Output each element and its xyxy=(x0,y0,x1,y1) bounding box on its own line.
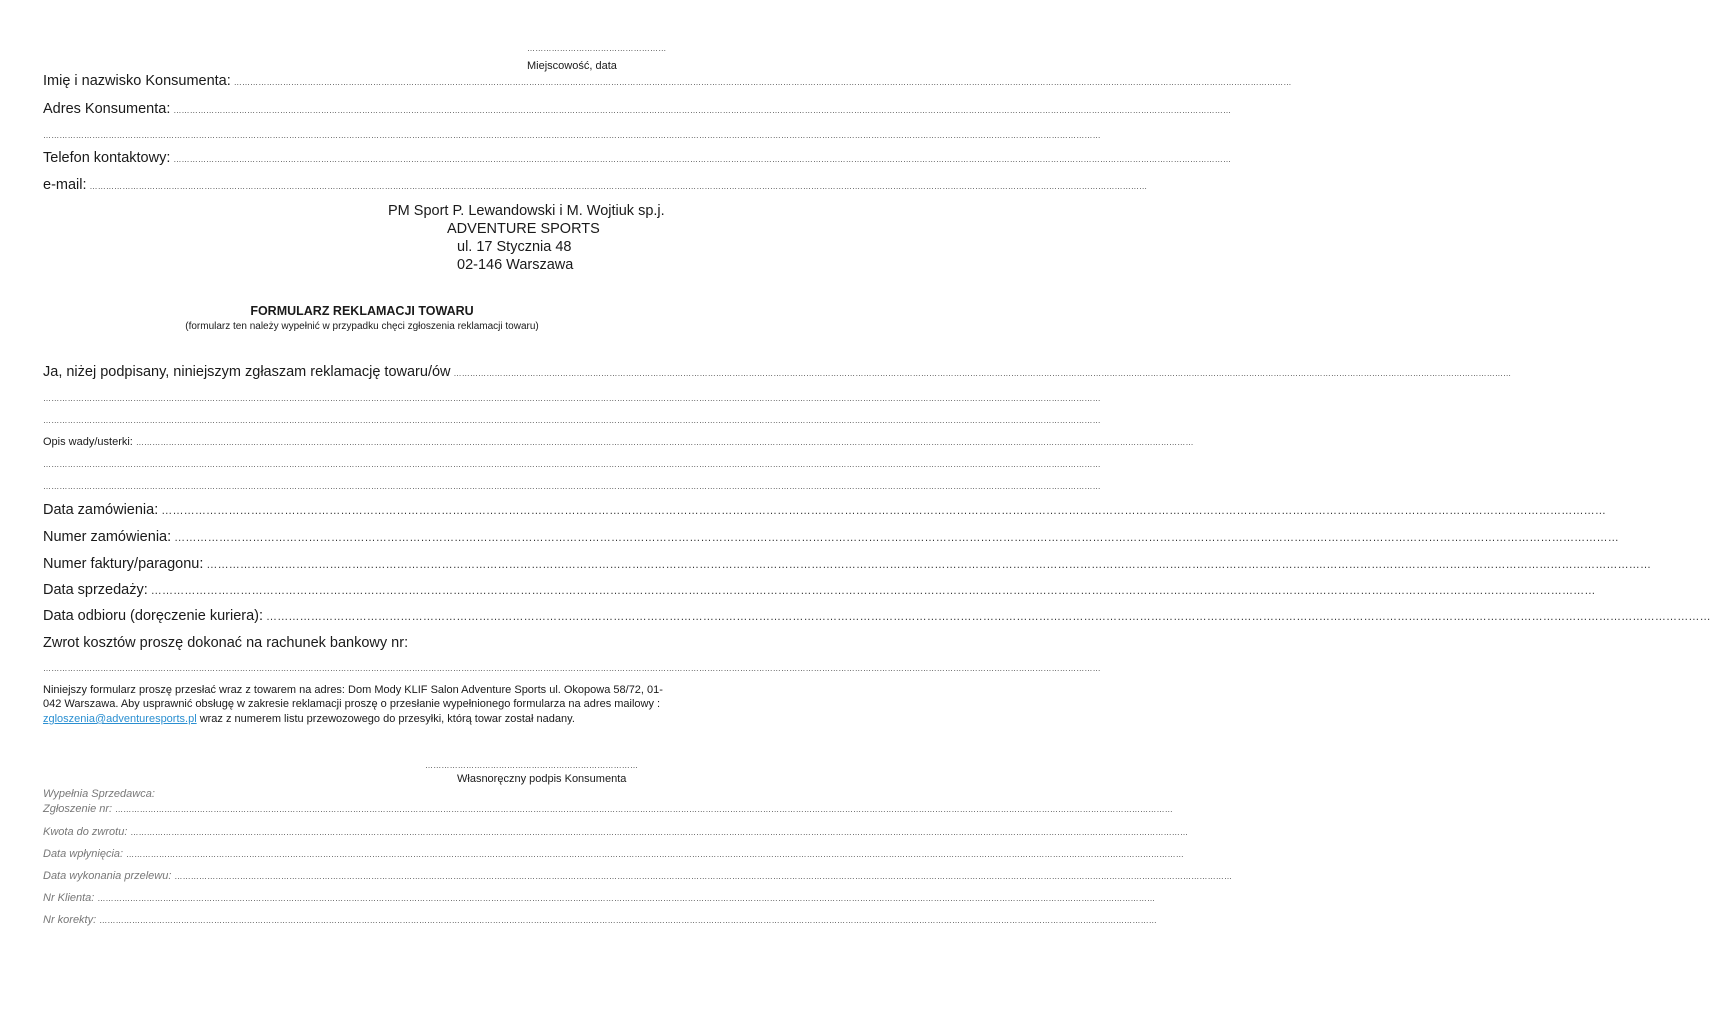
invoice-label: Numer faktury/paragonu: xyxy=(43,556,204,572)
place-date-dots[interactable]: …………………………………………… xyxy=(527,44,667,53)
invoice-field[interactable] xyxy=(43,556,1652,572)
consumer-phone-dots: ……………………………………………………………………………………………………………………………………………………………………………………………………………………………………………………………………………………………………………………………………………………… xyxy=(173,155,1232,164)
client-number-field[interactable] xyxy=(43,892,1156,904)
claim-number-dots: ……………………………………………………………………………………………………………………………………………………………………………………………………………………………………………………………………………………………………………………………………………………… xyxy=(115,805,1173,814)
consumer-phone-label: Telefon kontaktowy: xyxy=(43,150,171,166)
defect-line3[interactable]: ……………………………………………………………………………………………………………………………………………………………………………………………………………………………………………………………………………………………………………………………………………………… xyxy=(43,482,1101,491)
order-number-dots: ……………………………………………………………………………………………………………………………………………………………………………………………………………………………………………………………………………………………………………………………………………………… xyxy=(174,532,1619,544)
note-line2: 042 Warszawa. Aby usprawnić obsługę w zakresie reklamacji proszę o przesłanie wypełnionego formularza na adres mailowy : xyxy=(43,698,661,710)
receipt-date-label: Data odbioru (doręczenie kuriera): xyxy=(43,608,264,624)
consumer-address-dots: ……………………………………………………………………………………………………………………………………………………………………………………………………………………………………………………………………………………………………………………………………………………… xyxy=(173,106,1232,115)
client-number-label: Nr Klienta: xyxy=(43,892,95,904)
refund-amount-field[interactable] xyxy=(43,826,1189,838)
receipt-date-field[interactable] xyxy=(43,608,1711,624)
recipient-line4: 02-146 Warszawa xyxy=(457,257,574,273)
invoice-dots: ……………………………………………………………………………………………………………………………………………………………………………………………………………………………………………………………………………………………………………………………………………………… xyxy=(206,559,1652,571)
order-date-label: Data zamówienia: xyxy=(43,502,159,518)
declaration-field[interactable] xyxy=(43,364,1512,380)
recipient-line3: ul. 17 Stycznia 48 xyxy=(457,239,572,255)
consumer-address-label: Adres Konsumenta: xyxy=(43,101,171,117)
order-date-field[interactable] xyxy=(43,502,1607,518)
refund-label: Zwrot kosztów proszę dokonać na rachunek bankowy nr: xyxy=(43,635,409,651)
consumer-email-label: e-mail: xyxy=(43,177,87,193)
consumer-email-field[interactable] xyxy=(43,177,1148,193)
form-subtitle: (formularz ten należy wypełnić w przypadku chęci zgłoszenia reklamacji towaru) xyxy=(185,321,539,332)
consumer-name-field[interactable] xyxy=(43,73,1292,89)
transfer-date-field[interactable] xyxy=(43,870,1233,882)
note-line3-text: wraz z numerem listu przewozowego do przesyłki, którą towar został nadany. xyxy=(196,713,575,725)
form-title: FORMULARZ REKLAMACJI TOWARU xyxy=(250,304,474,318)
transfer-date-dots: ……………………………………………………………………………………………………………………………………………………………………………………………………………………………………………………………………………………………………………………………………………………… xyxy=(174,872,1233,881)
recipient-line2: ADVENTURE SPORTS xyxy=(447,221,600,237)
claim-number-label: Zgłoszenie nr: xyxy=(43,803,113,815)
complaint-email-link[interactable]: zgloszenia@adventuresports.pl xyxy=(43,713,197,725)
consumer-address-field[interactable] xyxy=(43,101,1232,117)
recipient-line1: PM Sport P. Lewandowski i M. Wojtiuk sp.j. xyxy=(388,203,665,219)
sale-date-dots: ……………………………………………………………………………………………………………………………………………………………………………………………………………………………………………………………………………………………………………………………………………………… xyxy=(150,585,1596,597)
defect-dots: ……………………………………………………………………………………………………………………………………………………………………………………………………………………………………………………………………………………………………………………………………………………… xyxy=(135,438,1194,447)
defect-field[interactable] xyxy=(43,436,1194,448)
received-date-dots: ……………………………………………………………………………………………………………………………………………………………………………………………………………………………………………………………………………………………………………………………………………………… xyxy=(126,850,1184,859)
signature-dots[interactable]: …………………………………………………………………… xyxy=(425,761,639,770)
declaration-label: Ja, niżej podpisany, niniejszym zgłaszam reklamację towaru/ów xyxy=(43,364,451,380)
received-date-field[interactable] xyxy=(43,848,1184,860)
note-line1: Niniejszy formularz proszę przesłać wraz z towarem na adres: Dom Mody KLIF Salon Adventure Sports ul. Okopowa 58/72, 01- xyxy=(43,684,663,696)
declaration-dots: ……………………………………………………………………………………………………………………………………………………………………………………………………………………………………………………………………………………………………………………………………………………… xyxy=(453,369,1512,378)
defect-line2[interactable]: ……………………………………………………………………………………………………………………………………………………………………………………………………………………………………………………………………………………………………………………………………………………… xyxy=(43,460,1101,469)
order-number-label: Numer zamówienia: xyxy=(43,529,172,545)
correction-number-dots: ……………………………………………………………………………………………………………………………………………………………………………………………………………………………………………………………………………………………………………………………………………………… xyxy=(99,916,1157,925)
sale-date-label: Data sprzedaży: xyxy=(43,582,148,598)
sale-date-field[interactable] xyxy=(43,582,1596,598)
claim-number-field[interactable] xyxy=(43,803,1173,815)
refund-account-line[interactable]: ……………………………………………………………………………………………………………………………………………………………………………………………………………………………………………………………………………………………………………………………………………………… xyxy=(43,664,1101,673)
signature-label: Własnoręczny podpis Konsumenta xyxy=(457,773,627,785)
order-date-dots: ……………………………………………………………………………………………………………………………………………………………………………………………………………………………………………………………………………………………………………………………………………………… xyxy=(161,505,1607,517)
received-date-label: Data wpłynięcia: xyxy=(43,848,124,860)
declaration-line3[interactable]: ……………………………………………………………………………………………………………………………………………………………………………………………………………………………………………………………………………………………………………………………………………………… xyxy=(43,416,1101,425)
seller-heading: Wypełnia Sprzedawca: xyxy=(43,788,155,800)
consumer-phone-field[interactable] xyxy=(43,150,1232,166)
consumer-name-label: Imię i nazwisko Konsumenta: xyxy=(43,73,231,89)
order-number-field[interactable] xyxy=(43,529,1619,545)
defect-label: Opis wady/usterki: xyxy=(43,436,133,448)
consumer-address-line2[interactable]: ……………………………………………………………………………………………………………………………………………………………………………………………………………………………………………………………………………………………………………………………………………………… xyxy=(43,131,1101,140)
consumer-name-dots: ……………………………………………………………………………………………………………………………………………………………………………………………………………………………………………………………………………………………………………………………………………………… xyxy=(233,78,1292,87)
correction-number-label: Nr korekty: xyxy=(43,914,97,926)
transfer-date-label: Data wykonania przelewu: xyxy=(43,870,172,882)
consumer-email-dots: ……………………………………………………………………………………………………………………………………………………………………………………………………………………………………………………………………………………………………………………………………………………… xyxy=(89,182,1148,191)
declaration-line2[interactable]: ……………………………………………………………………………………………………………………………………………………………………………………………………………………………………………………………………………………………………………………………………………………… xyxy=(43,394,1101,403)
note-line3 xyxy=(43,713,575,725)
refund-amount-dots: ……………………………………………………………………………………………………………………………………………………………………………………………………………………………………………………………………………………………………………………………………………………… xyxy=(130,828,1189,837)
correction-number-field[interactable] xyxy=(43,914,1157,926)
receipt-date-dots: ……………………………………………………………………………………………………………………………………………………………………………………………………………………………………………………………………………………………………………………………………………………… xyxy=(266,611,1711,623)
place-date-label: Miejscowość, data xyxy=(527,60,617,72)
refund-amount-label: Kwota do zwrotu: xyxy=(43,826,128,838)
client-number-dots: ……………………………………………………………………………………………………………………………………………………………………………………………………………………………………………………………………………………………………………………………………………………… xyxy=(97,894,1156,903)
